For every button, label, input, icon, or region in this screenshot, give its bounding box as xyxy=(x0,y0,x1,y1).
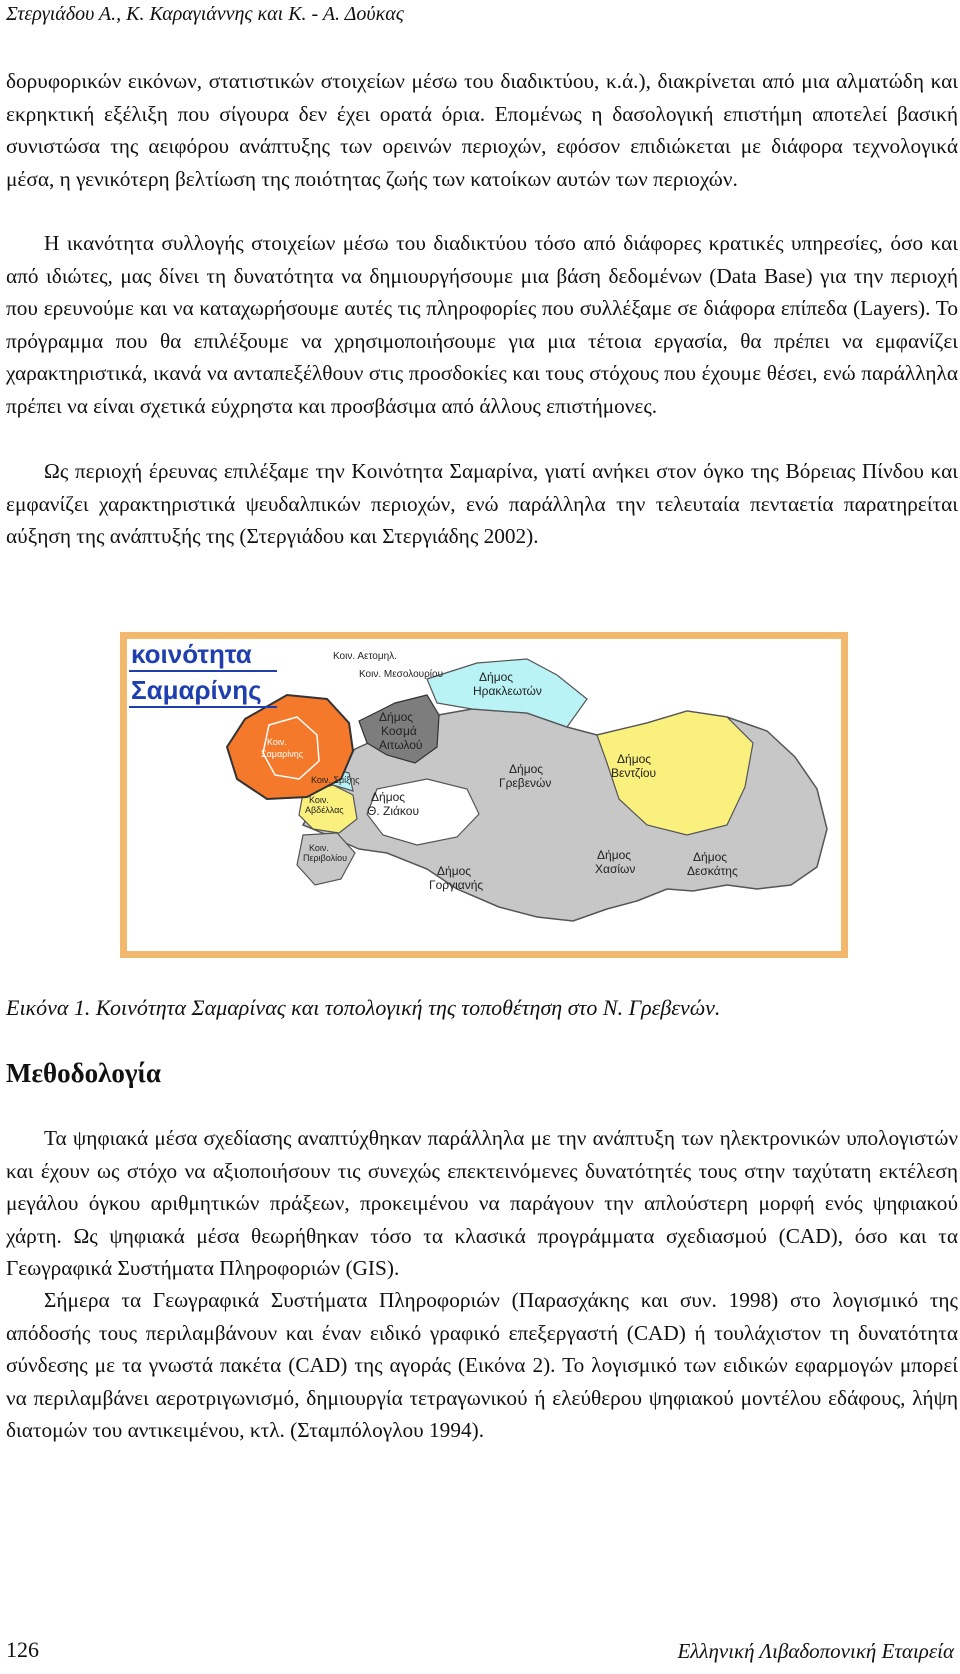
label-samarinis-1: Κοιν. xyxy=(267,737,287,747)
map-figure xyxy=(120,632,848,958)
label-kosma-2: Κοσμά xyxy=(381,724,417,738)
label-ventziou-2: Βεντζίου xyxy=(611,766,657,780)
label-perivoliou-1: Κοιν. xyxy=(309,843,329,853)
label-ventziou-1: Δήμος xyxy=(617,752,652,766)
label-chasion-2: Χασίων xyxy=(595,862,636,876)
label-ziakou-1: Δήμος xyxy=(371,790,406,804)
publisher-name: Ελληνική Λιβαδοπονική Εταιρεία xyxy=(677,1639,954,1663)
label-avdellas-2: Αβδέλλας xyxy=(305,805,344,815)
paragraph-5: Σήμερα τα Γεωγραφικά Συστήματα Πληροφοριών (Παρασχάκης και συν. 1998) στο λογισμικό της απόδοσής τους περιλαμβάνουν και έναν ειδικό γραφικό επεξεργαστή (CAD) ή τουλάχιστον τη δυνατότητα σύνδεσης με τα γνωστά πακέτα (CAD) της αγοράς (Εικόνα 2). Το λογισμικό των ειδικών εφαρμογών μπορεί να περιλαμβάνει αεροτριγωνισμό, δημιουργία τετραγωνικού ή ελεύθερου ψηφιακού μοντέλου εδάφους, λήψη διατομών του αντικειμένου, κτλ. (Σταμπόλογλου 1994). xyxy=(6,1288,958,1443)
label-kosma-1: Δήμος xyxy=(379,710,414,724)
label-irakleoton-1: Δήμος xyxy=(479,670,514,684)
page-number: 126 xyxy=(6,1637,39,1662)
paragraph-4: Τα ψηφιακά μέσα σχεδίασης αναπτύχθηκαν παράλληλα με την ανάπτυξη των ηλεκτρονικών υπολογιστών και έχουν ως στόχο να αξιοποιήσουν τις συνεχώς επεκτεινόμενες δυνατότητές τους στην ταχύτατη εκτέλεση μεγάλου όγκου αριθμητικών πράξεων, προκειμένου να παράγουν την απλούστερη μορφή ενός ψηφιακού χάρτη. Ως ψηφιακά μέσα θεωρήθηκαν τόσο τα κλασικά προγράμματα σχεδιασμού (CAD), όσο και τα Γεωγραφικά Συστήματα Πληροφοριών (GIS). xyxy=(6,1126,958,1281)
label-smixis: Κοιν. Σμίξης xyxy=(311,775,360,785)
figure-caption: Εικόνα 1. Κοινότητα Σαμαρίνας και τοπολογική της τοποθέτηση στο Ν. Γρεβενών. xyxy=(6,995,721,1020)
paragraph-1: δορυφορικών εικόνων, στατιστικών στοιχείων μέσω του διαδικτύου, κ.ά.), διακρίνεται από μια αλματώδη και εκρηκτική εξέλιξη που σίγουρα δεν έχει ορατά όρια. Επομένως η δασολογική επιστήμη αποτελεί βασική συνιστώσα της αειφόρου ανάπτυξης των ορεινών περιοχών, εφόσον επιδιώκεται με διάφορα τεχνολογικά μέσα, η γενικότερη βελτίωση της ποιότητας ζωής των κατοίκων αυτών των περιοχών. xyxy=(6,69,958,191)
label-perivoliou-2: Περιβολίου xyxy=(303,853,348,863)
paragraph-2: Η ικανότητα συλλογής στοιχείων μέσω του διαδικτύου τόσο από διάφορες κρατικές υπηρεσίες, όσο και από ιδιώτες, μας δίνει τη δυνατότητα να δημιουργήσουμε μια βάση δεδομένων (Data Base) για την περιοχή που ερευνούμε και να καταχωρήσουμε αυτές τις πληροφορίες που συλλέξαμε σε διάφορα επίπεδα (Layers). Το πρόγραμμα που θα επιλέξουμε να χρησιμοποιήσουμε για μια τέτοια εργασία, θα πρέπει να εμφανίζει χαρακτηριστικά, ικανά να ανταπεξέλθουν στις προσδοκίες και τους στόχους που έχουμε θέσει, ενώ παράλληλα πρέπει να είναι σχετικά εύχρηστα και προσβάσιμα από άλλους επιστήμονες. xyxy=(6,231,958,418)
label-avdellas-1: Κοιν. xyxy=(309,795,329,805)
label-koin-mesolouri: Κοιν. Μεσολουρίου xyxy=(359,669,444,680)
label-irakleoton-2: Ηρακλεωτών xyxy=(473,684,542,698)
section-title: Μεθοδολογία xyxy=(6,1058,161,1088)
paragraph-3: Ως περιοχή έρευνας επιλέξαμε την Κοινότητα Σαμαρίνα, γιατί ανήκει στον όγκο της Βόρειας Πίνδου και εμφανίζει χαρακτηριστικά ψευδαλπικών περιοχών, ενώ παράλληλα την τελευταία πενταετία παρατηρείται αύξηση της ανάπτυξής της (Στεργιάδου και Στεργιάδης 2002). xyxy=(6,459,958,549)
label-gorgianis-1: Δήμος xyxy=(437,864,472,878)
map-graphic xyxy=(127,639,841,951)
label-deskatis-2: Δεσκάτης xyxy=(687,864,738,878)
label-deskatis-1: Δήμος xyxy=(693,850,728,864)
label-grevenon-2: Γρεβενών xyxy=(499,776,552,790)
label-samarinis-2: Σαμαρίνης xyxy=(261,749,304,759)
label-koin-aetomil: Κοιν. Αετομηλ. xyxy=(333,651,397,662)
label-grevenon-1: Δήμος xyxy=(509,762,544,776)
label-chasion-1: Δήμος xyxy=(597,848,632,862)
label-kosma-3: Αιτωλού xyxy=(379,738,423,752)
label-gorgianis-2: Γοργιανής xyxy=(429,878,484,892)
map-title-line2: Σαμαρίνης xyxy=(131,675,262,705)
label-ziakou-2: Θ. Ζιάκου xyxy=(367,804,420,818)
map-title-line1: κοινότητα xyxy=(131,639,252,669)
running-header: Στεργιάδου Α., Κ. Καραγιάννης και Κ. - Α. Δούκας xyxy=(6,3,404,25)
